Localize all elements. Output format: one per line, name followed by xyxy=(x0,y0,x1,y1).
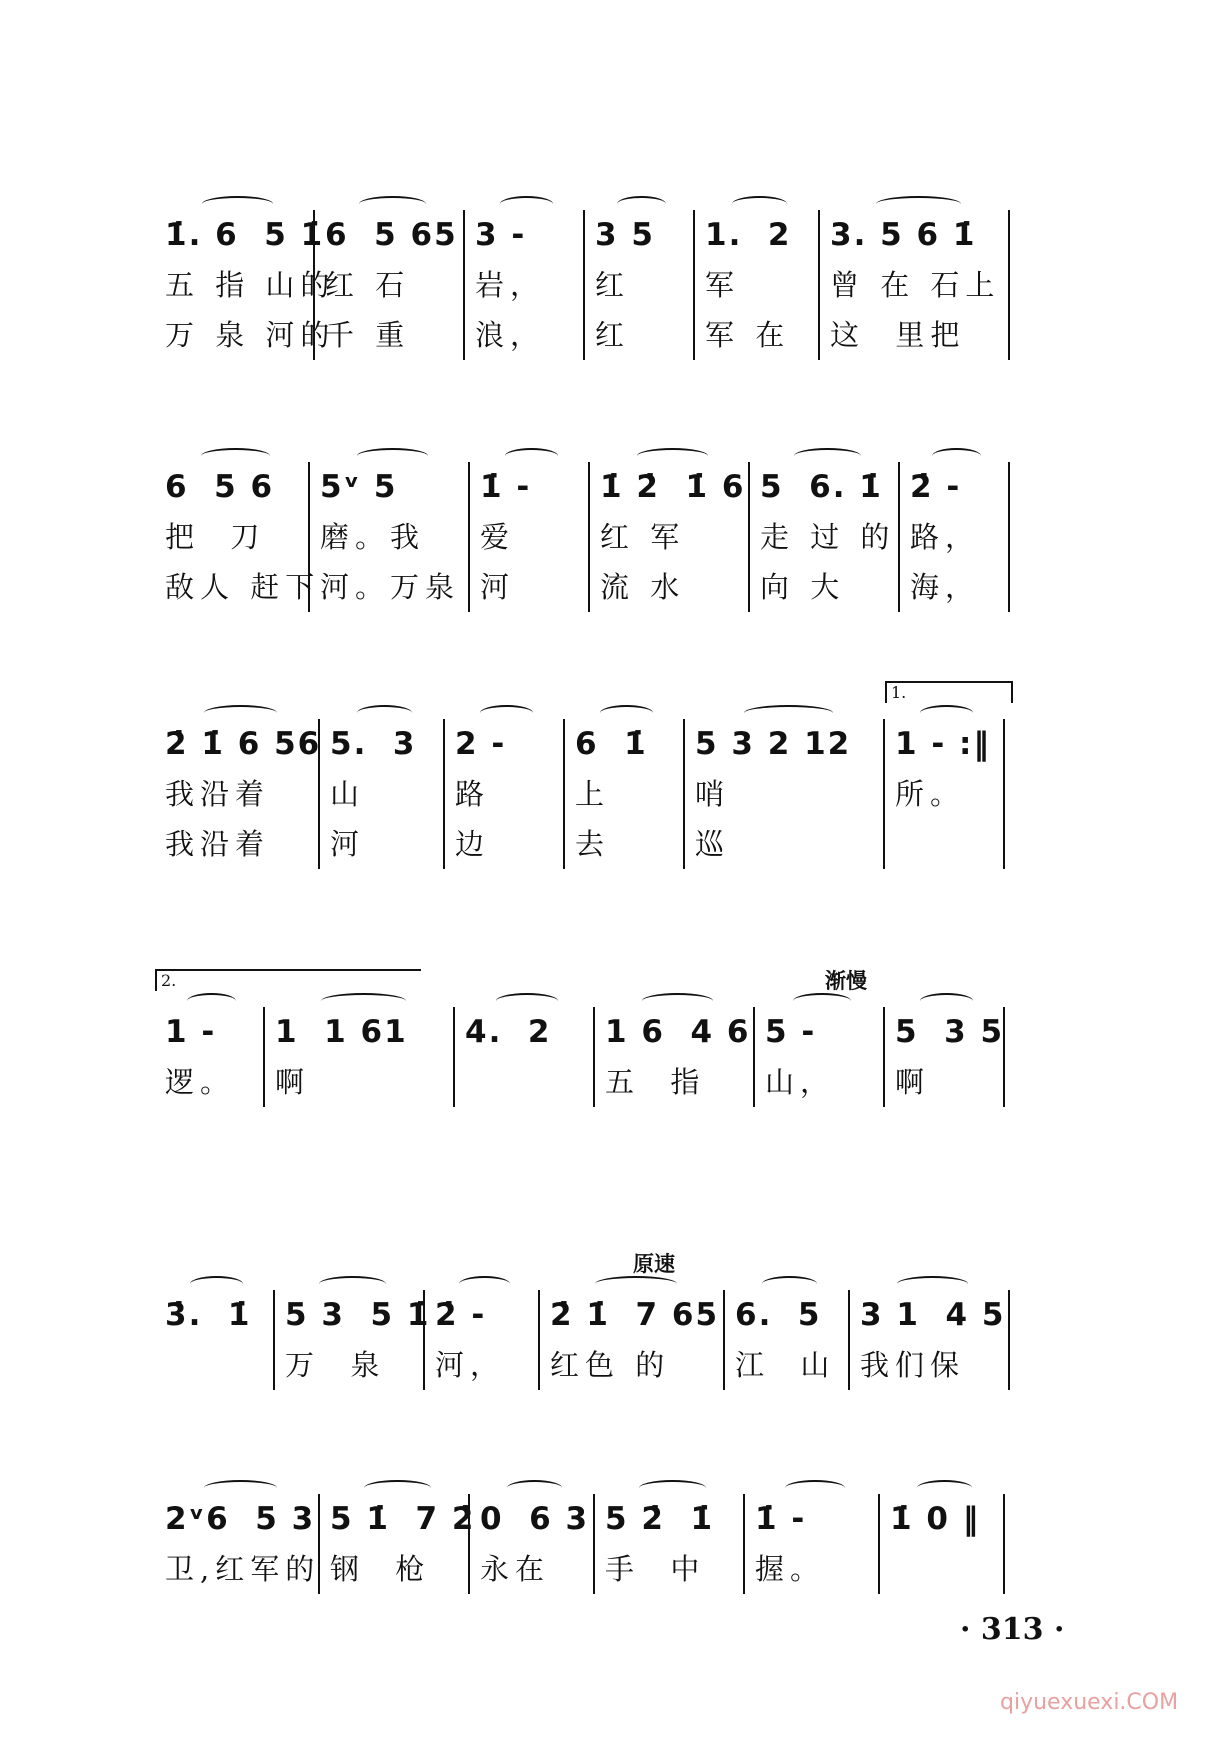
notes: 6 5 65 xyxy=(325,217,458,253)
lyric-verse-1: 握。 xyxy=(755,1552,826,1586)
measure xyxy=(725,1290,850,1390)
score-system xyxy=(155,462,1075,612)
score-system xyxy=(155,969,1075,1107)
slur xyxy=(785,1480,845,1496)
measure xyxy=(265,1007,455,1107)
measure xyxy=(445,719,565,869)
lyric-verse-1: 红 军 xyxy=(600,520,686,554)
measure xyxy=(595,1007,755,1107)
lyric-verse-1: 哨 xyxy=(695,777,731,811)
slur xyxy=(321,993,406,1009)
tempo-marking: 原速 xyxy=(633,1252,675,1276)
lyric-verse-2 xyxy=(895,819,993,869)
measure xyxy=(565,719,685,869)
slur xyxy=(357,705,412,721)
slur xyxy=(617,196,666,212)
notes: 6 1̇ xyxy=(575,726,648,762)
measure xyxy=(590,462,750,612)
lyric-verse-1: 逻。 xyxy=(165,1065,236,1099)
slur xyxy=(480,705,533,721)
notes: 1. 2 xyxy=(705,217,792,253)
notes: 1̇ 0 ‖ xyxy=(890,1501,981,1537)
notes: 2̇ 1̇ 6 56 xyxy=(165,726,322,762)
slur xyxy=(204,1480,277,1496)
notes: 2̇ - xyxy=(910,469,962,505)
measure xyxy=(885,1007,1005,1107)
lyric-verse-2: 敌人 赶下 xyxy=(165,570,321,604)
slur xyxy=(496,993,558,1009)
lyric-verse-2: 河 xyxy=(330,827,366,861)
lyric-verse-1: 上 xyxy=(575,777,611,811)
measure xyxy=(820,210,1010,360)
notes: 3. 5 6 1̇ xyxy=(830,217,977,253)
notes: 6. 5 xyxy=(735,1297,822,1333)
notes: 2 - xyxy=(455,726,507,762)
slur xyxy=(920,993,973,1009)
measure xyxy=(310,462,470,612)
lyric-verse-1: 山， xyxy=(765,1065,836,1099)
slur xyxy=(190,1276,243,1292)
notes: 5 - xyxy=(765,1014,817,1050)
lyric-verse-1: 路， xyxy=(910,520,981,554)
lyric-verse-1: 军 xyxy=(705,268,741,302)
lyric-verse-2: 海， xyxy=(910,570,981,604)
notes: 1̇ - xyxy=(755,1501,807,1537)
volta-bracket: 1. xyxy=(885,681,1013,703)
measure xyxy=(155,1494,320,1594)
score-system xyxy=(155,1494,1075,1594)
lyric-verse-2: 军 在 xyxy=(705,318,791,352)
page-number: · 313 · xyxy=(960,1612,1065,1647)
lyric-verse-2: 我沿着 xyxy=(165,827,271,861)
score-system xyxy=(155,1252,1075,1390)
lyric-verse-1 xyxy=(165,1340,263,1390)
slur xyxy=(762,1276,817,1292)
lyric-verse-1 xyxy=(890,1544,993,1594)
measure xyxy=(595,1494,745,1594)
notes: 0 6 3 xyxy=(480,1501,590,1537)
lyric-verse-1: 河， xyxy=(435,1348,506,1382)
slur xyxy=(600,705,653,721)
slur xyxy=(357,448,428,464)
notes: 5 3 5 xyxy=(895,1014,1005,1050)
measure xyxy=(885,683,1005,869)
slur xyxy=(917,1480,972,1496)
lyric-verse-2: 巡 xyxy=(695,827,731,861)
lyric-verse-1: 五 指 山的 xyxy=(165,268,336,302)
notes: 5 1̇ 7 2̇ xyxy=(330,1501,476,1537)
measure xyxy=(880,1494,1005,1594)
notes: 2̇ 1̇ 7 65 xyxy=(550,1297,720,1333)
lyric-verse-1: 路 xyxy=(455,777,491,811)
slur xyxy=(364,1480,431,1496)
lyric-verse-2: 千 重 xyxy=(325,318,411,352)
slur xyxy=(639,1480,706,1496)
slur xyxy=(794,448,861,464)
tempo-marking: 渐慢 xyxy=(825,969,867,993)
notes: 6 5 6 xyxy=(165,469,275,505)
lyric-verse-1: 红 xyxy=(595,268,631,302)
lyric-verse-1: 五 指 xyxy=(605,1065,706,1099)
notes: 5 6. 1̇ xyxy=(760,469,883,505)
slur xyxy=(202,196,273,212)
slur xyxy=(459,1276,510,1292)
measure xyxy=(470,1494,595,1594)
notes: 5. 3 xyxy=(330,726,417,762)
measure xyxy=(320,719,445,869)
measure xyxy=(155,971,265,1107)
lyric-verse-1: 曾 在 石上 xyxy=(830,268,1001,302)
notes: 1 1 61 xyxy=(275,1014,408,1050)
lyric-verse-1: 山 xyxy=(330,777,366,811)
measure xyxy=(455,1007,595,1107)
watermark: qiyuexuexi.COM xyxy=(1000,1690,1179,1715)
notes: 1̇ - xyxy=(480,469,532,505)
measure xyxy=(155,1290,275,1390)
lyric-verse-1: 红 石 xyxy=(325,268,411,302)
slur xyxy=(505,448,558,464)
measure xyxy=(585,210,695,360)
measure xyxy=(695,210,820,360)
volta-bracket: 2. xyxy=(155,969,421,991)
notes: 1̇ 2̇ 1̇ 6 xyxy=(600,469,746,505)
lyric-verse-1: 手 中 xyxy=(605,1552,706,1586)
lyric-verse-1: 磨。我 xyxy=(320,520,426,554)
slur xyxy=(637,448,708,464)
measure xyxy=(750,462,900,612)
slur xyxy=(642,993,713,1009)
slur xyxy=(201,448,270,464)
slur xyxy=(500,196,553,212)
notes: 5ᵛ 5 xyxy=(320,469,398,505)
notes: 4. 2 xyxy=(465,1014,552,1050)
lyric-verse-1: 红色 的 xyxy=(550,1348,671,1382)
lyric-verse-1: 卫,红军的 xyxy=(165,1552,321,1586)
lyric-verse-1: 啊 xyxy=(895,1065,931,1099)
slur xyxy=(319,1276,386,1292)
slur xyxy=(932,448,981,464)
notes: 5 3 5 1̇ xyxy=(285,1297,431,1333)
measure xyxy=(745,1494,880,1594)
slur xyxy=(793,993,851,1009)
slur xyxy=(732,196,787,212)
notes: 2ᵛ6 5 3 xyxy=(165,1501,316,1537)
notes: 1̇. 6 5 1̇ xyxy=(165,217,325,253)
lyric-verse-1: 永在 xyxy=(480,1552,551,1586)
slur xyxy=(507,1480,562,1496)
lyric-verse-2: 红 xyxy=(595,318,631,352)
slur xyxy=(187,993,236,1009)
notes: 5 2̇ 1̇ xyxy=(605,1501,715,1537)
notes: 1 - :‖ xyxy=(895,726,991,762)
slur xyxy=(920,705,973,721)
measure xyxy=(315,210,465,360)
lyric-verse-1: 把 刀 xyxy=(165,520,266,554)
measure xyxy=(470,462,590,612)
lyric-verse-2: 这 里把 xyxy=(830,318,966,352)
lyric-verse-1: 江 山 xyxy=(735,1348,836,1382)
measure xyxy=(755,1007,885,1107)
lyric-verse-1: 我沿着 xyxy=(165,777,271,811)
notes: 3̇. 1̇ xyxy=(165,1297,252,1333)
slur xyxy=(595,1276,677,1292)
lyric-verse-1: 啊 xyxy=(275,1065,311,1099)
notes: 3 5 xyxy=(595,217,655,253)
lyric-verse-1 xyxy=(465,1057,583,1107)
lyric-verse-1: 我们保 xyxy=(860,1348,966,1382)
notes: 1 - xyxy=(165,1014,217,1050)
slur xyxy=(359,196,426,212)
lyric-verse-2: 浪， xyxy=(475,318,546,352)
lyric-verse-1: 万 泉 xyxy=(285,1348,386,1382)
measure xyxy=(465,210,585,360)
lyric-verse-2: 河 xyxy=(480,570,516,604)
slur xyxy=(897,1276,968,1292)
notes: 3 - xyxy=(475,217,527,253)
slur xyxy=(744,705,833,721)
measure xyxy=(540,1290,725,1390)
measure xyxy=(425,1290,540,1390)
lyric-verse-1: 所。 xyxy=(895,777,966,811)
measure xyxy=(275,1290,431,1390)
lyric-verse-2: 万 泉 河的 xyxy=(165,318,336,352)
measure xyxy=(155,210,336,360)
score-system xyxy=(155,683,1075,869)
lyric-verse-2: 边 xyxy=(455,827,491,861)
measure xyxy=(155,719,320,869)
notes: 1 6 4 6 xyxy=(605,1014,751,1050)
lyric-verse-2: 流 水 xyxy=(600,570,686,604)
lyric-verse-1: 爱 xyxy=(480,520,516,554)
slur xyxy=(204,705,277,721)
lyric-verse-1: 钢 枪 xyxy=(330,1552,431,1586)
measure xyxy=(685,719,885,869)
measure xyxy=(320,1494,476,1594)
slur xyxy=(876,196,961,212)
notes: 5 3 2 12 xyxy=(695,726,852,762)
lyric-verse-1: 岩， xyxy=(475,268,546,302)
lyric-verse-2: 河。万泉 xyxy=(320,570,461,604)
score-system xyxy=(155,210,1075,360)
notes: 2̇ - xyxy=(435,1297,487,1333)
lyric-verse-2: 向 大 xyxy=(760,570,846,604)
lyric-verse-1: 走 过 的 xyxy=(760,520,896,554)
measure xyxy=(850,1290,1010,1390)
lyric-verse-2: 去 xyxy=(575,827,611,861)
notes: 3 1 4 5 xyxy=(860,1297,1006,1333)
measure xyxy=(155,462,321,612)
measure xyxy=(900,462,1010,612)
